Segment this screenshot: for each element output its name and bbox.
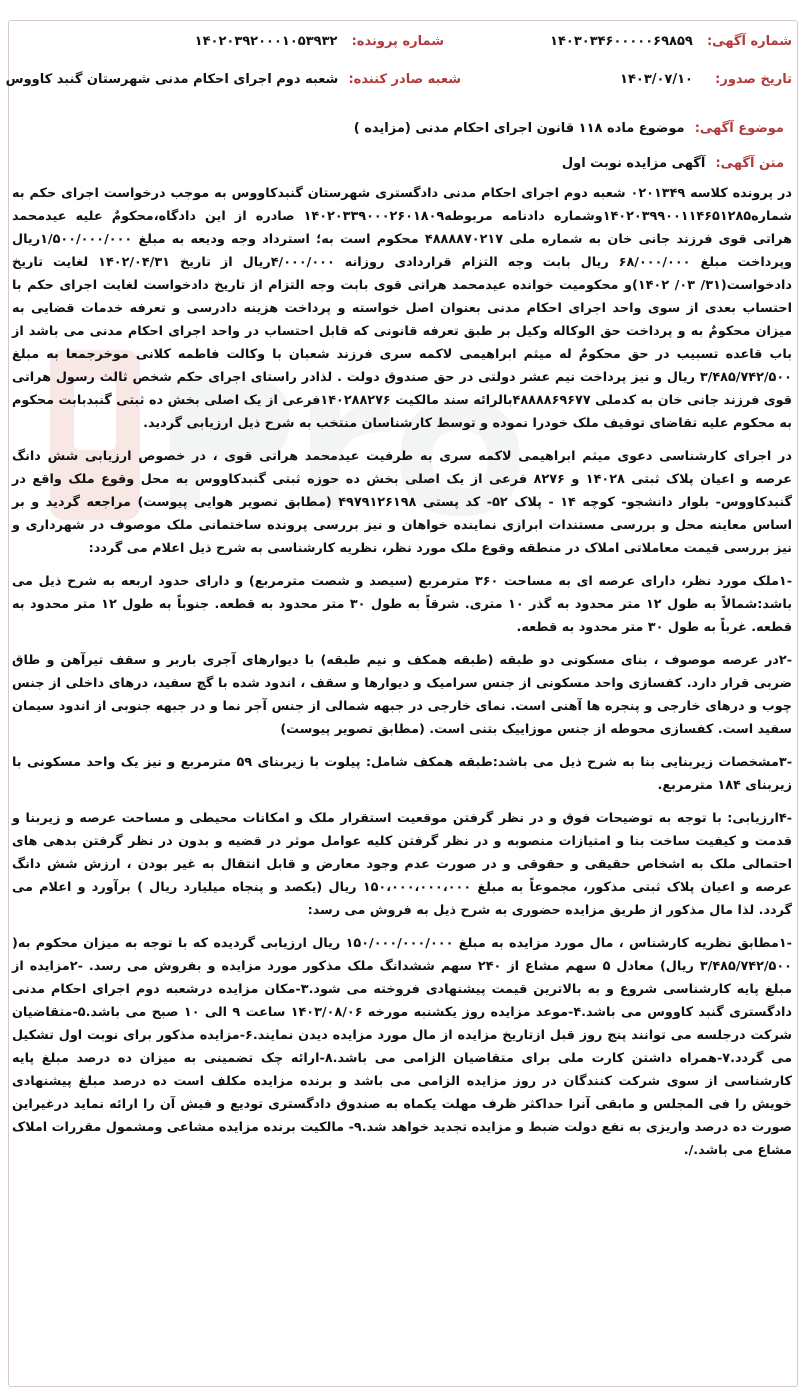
- issuing-branch-row: [6, 72, 461, 87]
- notice-body: [12, 182, 792, 1172]
- issue-date-label: تاریخ صدور:: [715, 72, 792, 87]
- issue-date-row: [620, 72, 792, 87]
- subject-value: موضوع ماده ۱۱۸ قانون اجرای احکام مدنی (مزایده ): [353, 121, 685, 136]
- text-header-row: [562, 156, 784, 171]
- paragraph-auction-terms: -۱مطابق نظریه کارشناس ، مال مورد مزایده به مبلغ ۱۵۰/۰۰۰/۰۰۰/۰۰۰ ریال ارزیابی گردیده که با توجه به میزان محکوم به( ۳/۴۸۵/۷۴۲/۵۰۰ ریال) معادل ۵ سهم مشاع از ۲۴۰ سهم ششدانگ ملک مذکور مورد مزایده و بفروش می رسد. -۲مزایده از مبلغ پایه کارشناسی شروع و به بالاترین قیمت پیشنهادی فروخته می شود.۳-مکان مزایده درشعبه دوم اجرای احکام مدنی دادگستری گنبد کاووس می باشد.۴-موعد مزایده روز یکشنبه مورخه ۱۴۰۳/۰۸/۰۶ ساعت ۹ الی ۱۰ صبح می باشد.۵-متقاضیان شرکت درجلسه می توانند پنج روز قبل ازتاریخ مزایده از مال مورد مزایده دیدن نمایند.۶-مزایده مذکور برای نوبت اول تشکیل می گردد.۷-همراه داشتن کارت ملی برای متقاضیان الزامی می باشد.۸-ارائه چک تضمینی به میزان ده درصد مبلغ پایه کارشناسی از سوی شرکت کنندگان در روز مزایده الزامی می باشد و برنده مزایده مکلف است ده درصد مبلغ پیشنهادی خویش را فی المجلس و مابقی آنرا حداکثر ظرف مهلت یکماه به صندوق دادگستری تودیع و فیش آن را ارائه نماید درغیراین صورت ده درصد واریزی به نفع دولت ضبط و مزایده تجدید خواهد شد.۹- مالکیت برنده مزایده مشاعی ومشمول مقررات املاک مشاع می باشد./.: [12, 936, 793, 1158]
- case-number-label: شماره پرونده:: [351, 34, 444, 49]
- issuing-branch-label: شعبه صادر کننده:: [348, 72, 461, 87]
- paragraph-valuation: -۴ارزیابی: با توجه به توضیحات فوق و در نظر گرفتن موقعیت استقرار ملک و امکانات محیطی و مساحت عرصه و زیربنا و قدمت و کیفیت ساخت بنا و امتیازات منصوبه و در نظر گرفتن کلیه عوامل موثر در قضیه و بدون در نظر گرفتن بدهی های احتمالی ملک به اشخاص حقیقی و حقوقی و در صورت عدم وجود معارض و قابل انتقال به غیر بودن ، ارزش شش دانگ عرصه و اعیان پلاک ثبتی مذکور، مجموعاً به مبلغ ۱۵۰،۰۰۰،۰۰۰،۰۰۰ ریال (یکصد و پنجاه میلیارد ریال ) برآورد و اعلام می گردد. لذا مال مذکور از طریق مزایده حضوری به شرح ذیل به فروش می رسد:: [12, 811, 793, 918]
- subject-label: موضوع آگهی:: [694, 121, 784, 136]
- paragraph-floor-area: -۳مشخصات زیربنایی بنا به شرح ذیل می باشد:طبقه همکف شامل: پیلوت با زیربنای ۵۹ مترمربع و نیز یک واحد مسکونی با زیربنای ۱۸۴ مترمربع.: [12, 755, 792, 793]
- notice-number-row: [550, 34, 792, 49]
- paragraph-case-intro: در پرونده کلاسه ۰۲۰۱۳۴۹ شعبه دوم اجرای احکام مدنی دادگستری شهرستان گنبدکاووس به موجب درخواست اجرای حکم به شماره۱۴۰۲۰۳۹۹۰۰۱۱۴۶۵۱۲۸۵وشماره دادنامه مربوطه۱۴۰۲۰۳۳۹۰۰۰۲۶۰۱۸۰۹ صادره از این دادگاه،محکومٌ علیه عیدمحمد هراتی قوی فرزند جانی خان به شماره ملی ۴۸۸۸۸۷۰۲۱۷ محکوم است به؛ استرداد وجه ودیعه به مبلغ ۱/۵۰۰/۰۰۰/۰۰۰ریال وپرداخت مبلغ ۶۸/۰۰۰/۰۰۰ ریال بابت وجه التزام قراردادی روزانه ۴/۰۰۰/۰۰۰ریال از تاریخ ۱۴۰۲/۰۴/۳۱ لغایت تاریخ دادخواست(۳۱/ ۰۳/ ۱۴۰۲)و محکومیت خوانده عیدمحمد هراتی قوی بابت وجه التزام از تاریخ دادخواست لغایت اجرای حکم با احتساب بعدی از سوی واحد اجرای احکام مدنی بعنوان اصل خواسته و پرداخت هزینه دادرسی و تعرفه خدمات قضایی به میزان محکومٌ به و پرداخت حق الوکاله وکیل بر طبق تعرفه قانونی که قابل احتساب در واحد اجرای احکام مدنی می باشد از باب قاعده تسبیب در حق محکومٌ له میثم ابراهیمی لاکمه سری فرزند شعبان با وکالت فاطمه کلانی موخرجمعا به مبلغ ۳/۴۸۵/۷۴۲/۵۰۰ ریال و نیز پرداخت نیم عشر دولتی در حق صندوق دولت . لذادر راستای اجرای حکم شخص ثالث رسول هراتی قوی فرزند جانی خان به کدملی ۴۸۸۸۸۶۹۶۷۷بالرائه سند مالکیت ۱۴۰۲۸۸۲۷۶فرعی از یک اصلی بخش ده ثبتی گنبدبابت محکوم به محکوم علیه تقاضای توقیف ملک خودرا نموده و توسط کارشناسان منتخب به شرح ذیل ارزیابی گردید.: [12, 186, 792, 431]
- issuing-branch: شعبه دوم اجرای احکام مدنی شهرستان گنبد کاووس: [5, 72, 339, 87]
- subject-row: [354, 121, 784, 136]
- paragraph-land-area: -۱ملک مورد نظر، دارای عرصه ای به مساحت ۳۶۰ مترمربع (سیصد و شصت مترمربع) و دارای حدود اربعه به شرح ذیل می باشد:شمالاً به طول ۱۲ متر محدود به گذر ۱۰ متری. شرقاً به طول ۳۰ متر محدود به قطعه. جنوباً به طول ۱۲ متر محدود به قطعه. غرباً به طول ۳۰ متر محدود به قطعه.: [12, 574, 793, 635]
- paragraph-expert-review: در اجرای کارشناسی دعوی میثم ابراهیمی لاکمه سری به طرفیت عیدمحمد هراتی قوی ، در خصوص ارزیابی شش دانگ عرصه و اعیان پلاک ثبتی ۱۴۰۲۸ و ۸۲۷۶ فرعی از یک اصلی بخش ده حوزه ثبتی گنبدکاووس به محل وقوع ملک واقع در گنبدکاووس- بلوار دانشجو- کوچه ۱۴ - پلاک ۵۲- کد پستی ۴۹۷۹۱۲۶۱۹۸ (مطابق تصویر هوایی پیوست) مراجعه گردید و بر اساس معاینه محل و بررسی مستندات ابرازی نماینده خواهان و نیز بررسی پرونده ساختمانی ملک موصوف در شهرداری و نیز بررسی قیمت معاملاتی املاک در منطقه وقوع ملک مورد نظر، نظریه کارشناسی به شرح ذیل اعلام می گردد:: [12, 449, 792, 556]
- text-header-label: متن آگهی:: [715, 156, 784, 171]
- case-number: ۱۴۰۲۰۳۹۲۰۰۰۱۰۵۳۹۳۲: [194, 34, 338, 49]
- issue-date: ۱۴۰۳/۰۷/۱۰: [620, 72, 693, 87]
- notice-number-label: شماره آگهی:: [706, 34, 792, 49]
- case-number-row: [195, 34, 444, 49]
- text-header-value: آگهی مزایده نوبت اول: [561, 156, 706, 171]
- paragraph-building: -۲در عرصه موصوف ، بنای مسکونی دو طبقه (طبقه همکف و نیم طبقه) با دیوارهای آجری باربر و سقف تیرآهن و طاق ضربی قرار دارد. کفسازی واحد مسکونی از جنس سرامیک و دیوارها و سقف ، اندود شده با گچ سفید، درهای داخلی از جنس چوب و درهای خارجی و پنجره ها آهنی است. نمای خارجی در جبهه شمالی از جنس آجر نما و در جبهه جنوبی از اندود سیمان سفید است. کفسازی محوطه از جنس موزاییک بتنی است. (مطابق تصویر پیوست): [12, 653, 792, 737]
- notice-number: ۱۴۰۳۰۳۴۶۰۰۰۰۰۶۹۸۵۹: [550, 34, 693, 49]
